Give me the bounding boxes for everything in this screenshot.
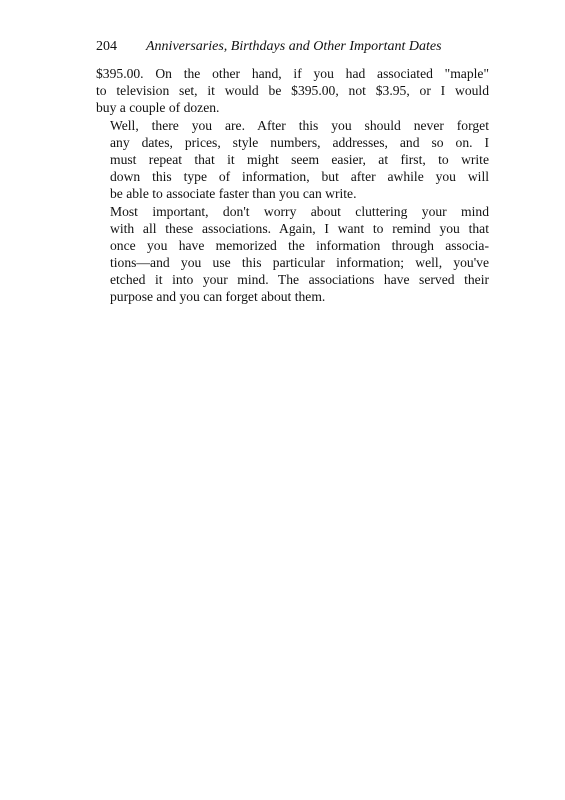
text-line: Well, there you are. After this you should never forget <box>110 117 489 133</box>
text-line: once you have memorized the information through associa- <box>110 237 489 253</box>
text-line: etched it into your mind. The associations have served their <box>110 272 489 288</box>
text-line: be able to associate faster than you can write. <box>110 186 357 202</box>
paragraph-3 <box>96 203 489 306</box>
book-page <box>96 38 489 306</box>
text-line: tions—and you use this particular information; well, you've <box>110 255 489 271</box>
text-line: $395.00. On the other hand, if you had associated "maple" <box>96 66 489 81</box>
running-head <box>96 38 489 56</box>
paragraph-1 <box>96 65 489 117</box>
page-number: 204 <box>96 39 117 54</box>
paragraph-2 <box>96 117 489 203</box>
text-line: any dates, prices, style numbers, addresses, and so on. I <box>110 134 489 150</box>
text-line: to television set, it would be $395.00, not $3.95, or I would <box>96 83 489 99</box>
text-line: buy a couple of dozen. <box>96 100 220 116</box>
chapter-title: Anniversaries, Birthdays and Other Important Dates <box>146 39 442 54</box>
text-line: purpose and you can forget about them. <box>110 289 326 305</box>
text-line: down this type of information, but after awhile you will <box>110 169 489 185</box>
text-line: with all these associations. Again, I want to remind you that <box>110 220 489 236</box>
text-line: must repeat that it might seem easier, at first, to write <box>110 151 489 167</box>
body-text <box>96 65 489 306</box>
text-line: Most important, don't worry about cluttering your mind <box>110 203 489 219</box>
